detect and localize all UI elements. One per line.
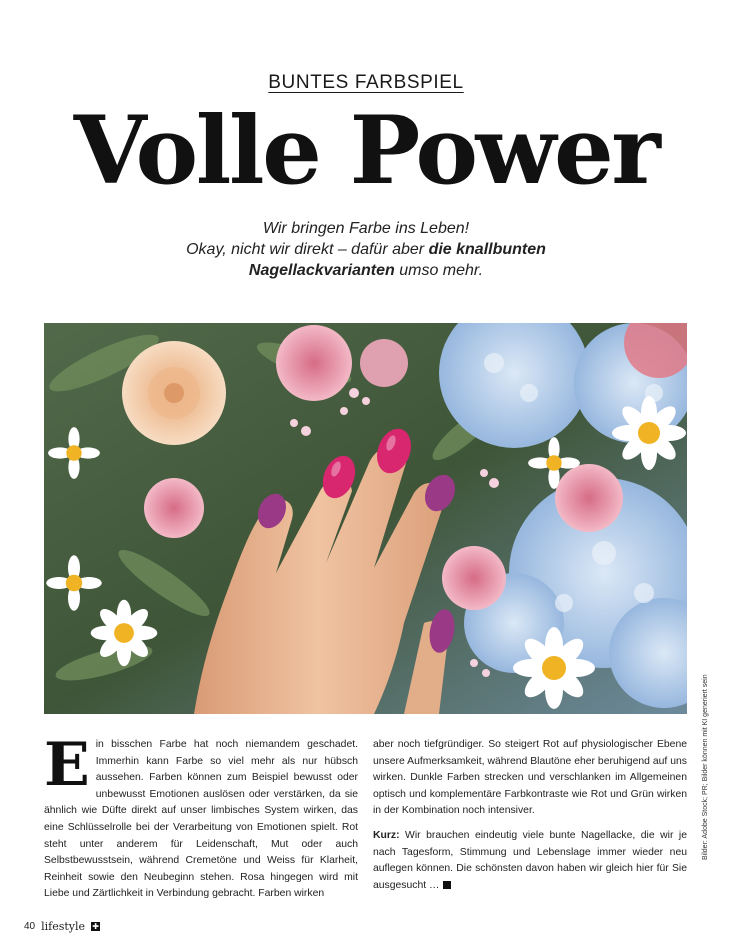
drop-cap: E (44, 730, 90, 800)
deck-line-2 (60, 239, 672, 260)
photo-credit: Bilder: Adobe Stock; PR; Bilder können mit KI generiert sein (702, 674, 709, 860)
hero-photo-illustration (44, 323, 687, 714)
end-mark-icon (443, 881, 451, 889)
deck-line-3-text: umso mehr. (394, 262, 484, 279)
page-footer (24, 920, 100, 933)
deck-line-1: Wir bringen Farbe ins Leben! (262, 220, 470, 237)
article-column-2 (373, 737, 687, 902)
article-kicker: BUNTES FARBSPIEL (268, 72, 464, 93)
page-number: 40 (24, 921, 36, 932)
column-2-paragraph-1: aber noch tiefgründiger. So steigert Rot auf physiologischer Ebene unsere Aufmerksamkeit, während Blautöne eher beruhigend auf uns wirken. Dunkle Farben strecken und verschlanken im Allgemeinen optisch und komplementäre Farbkontraste wie Rot und Grün wirken in der Kombination noch intensiver. (373, 739, 687, 817)
deck-line-3-bold: Nagellackvarianten (248, 262, 395, 279)
article-column-1 (44, 730, 358, 903)
deck-line-2-bold: die knallbunten (428, 241, 546, 258)
column-1-text: in bisschen Farbe hat noch niemandem geschadet. Immerhin kann Farbe so viel mehr als nur hübsch aussehen. Farben können zum Beispiel bewusst oder unbewusst Emotionen auslösen oder verstärken, da sie ähnlich wie Düfte direkt auf unser limbisches System wirken, das eine Schlüsselrolle bei der Verarbeitung von Emotionen spielt. Rot steht unter anderem für Leidenschaft, Mut oder auch Selbstbewusstsein, während Cremetöne und Weiss für Klarheit, Reinheit sowie den Neubeginn stehen. Rosa hingegen wird mit Liebe und Zärtlichkeit in Verbindung gebracht. Farben wirken (44, 739, 358, 900)
deck-line-3 (60, 260, 672, 281)
article-deck (60, 218, 672, 281)
summary-label: Kurz: (373, 829, 400, 841)
section-brand: lifestyle (41, 920, 86, 933)
hero-photo-manicured-hand-with-flowers (44, 323, 687, 714)
deck-line-2-text: Okay, nicht wir direkt – dafür aber (186, 241, 429, 258)
article-headline: Volle Power (73, 96, 659, 206)
summary-text: Wir brauchen eindeutig viele bunte Nagellacke, die wir je nach Tagesform, Stimmung und Lebenslage immer wieder neu auflegen können. Die schönsten davon haben wir gleich hier für Sie ausgesucht … (373, 829, 687, 891)
column-2-paragraph-2 (373, 828, 687, 894)
brand-mark-icon: ✚ (92, 922, 99, 931)
